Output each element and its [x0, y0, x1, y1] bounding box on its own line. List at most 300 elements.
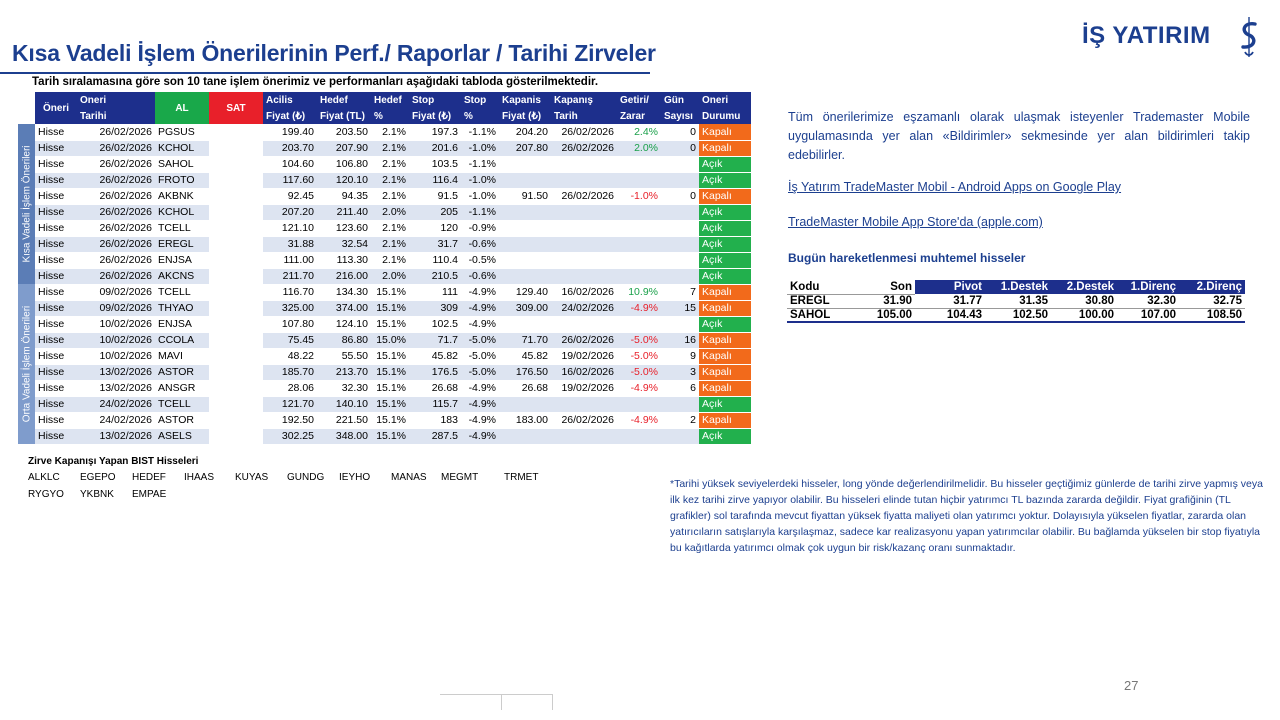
cell-target: 213.70 — [317, 364, 371, 380]
cell-target: 86.80 — [317, 332, 371, 348]
page-title: Kısa Vadeli İşlem Önerilerinin Perf./ Raporlar / Tarihi Zirveler — [12, 40, 656, 66]
cell-type: Hisse — [35, 124, 77, 140]
cell-stop-pct: -0.6% — [461, 268, 499, 284]
cell-al — [209, 188, 263, 204]
col-gun-bottom: Sayısı — [661, 108, 699, 124]
cell-date: 26/02/2026 — [77, 140, 155, 156]
cell-target: 207.90 — [317, 140, 371, 156]
cell-target-pct: 15.1% — [371, 428, 409, 444]
cell-days: 2 — [661, 412, 699, 428]
table-row — [35, 364, 751, 380]
cell-target-pct: 15.1% — [371, 364, 409, 380]
cell-target-pct: 15.1% — [371, 300, 409, 316]
col-oneri: Öneri — [35, 92, 77, 124]
cell-target-pct: 15.1% — [371, 284, 409, 300]
cell-open: 302.25 — [263, 428, 317, 444]
cell-ticker: ASTOR — [155, 412, 209, 428]
cell-close — [499, 204, 551, 220]
cell-open: 107.80 — [263, 316, 317, 332]
col-al: AL — [155, 92, 209, 124]
cell-status: Açık — [699, 236, 751, 252]
cell-close: 204.20 — [499, 124, 551, 140]
cell-ticker: THYAO — [155, 300, 209, 316]
table-subtitle: Tarih sıralamasına göre son 10 tane işlem önerimiz ve performanları aşağıdaki tabloda gösterilmektedir. — [32, 76, 599, 88]
col-hedef-pct-bottom: % — [371, 108, 409, 124]
cell-ticker: TCELL — [155, 220, 209, 236]
cell-close-date — [551, 428, 617, 444]
cell-stop: 111 — [409, 284, 461, 300]
cell-stop: 120 — [409, 220, 461, 236]
pivot-table — [787, 280, 1245, 323]
cell-type: Hisse — [35, 412, 77, 428]
pivot-col-direnc2: 2.Direnç — [1179, 280, 1245, 294]
cell-stop-pct: -4.9% — [461, 412, 499, 428]
cell-ticker: ASTOR — [155, 364, 209, 380]
col-acilis-bottom: Fiyat (₺) — [263, 108, 317, 124]
cell-open: 31.88 — [263, 236, 317, 252]
cell-target: 124.10 — [317, 316, 371, 332]
col-durum-bottom: Durumu — [699, 108, 751, 124]
performance-table — [35, 92, 751, 445]
cell-al — [209, 236, 263, 252]
cell-al — [209, 428, 263, 444]
cell-status: Kapalı — [699, 300, 751, 316]
cell-al — [209, 156, 263, 172]
cell-return — [617, 316, 661, 332]
cell-date: 26/02/2026 — [77, 188, 155, 204]
cell-close-date — [551, 172, 617, 188]
cell-open: 192.50 — [263, 412, 317, 428]
cell-open: 92.45 — [263, 188, 317, 204]
cell-stop: 183 — [409, 412, 461, 428]
cell-open: 211.70 — [263, 268, 317, 284]
cell-status: Açık — [699, 428, 751, 444]
table-row — [35, 188, 751, 204]
cell-close-date — [551, 268, 617, 284]
record-highs-title: Zirve Kapanışı Yapan BIST Hisseleri — [28, 456, 199, 467]
table-header-row-top — [35, 92, 751, 108]
cell-close-date: 16/02/2026 — [551, 364, 617, 380]
cell-al — [209, 332, 263, 348]
pivot-cell: 32.75 — [1179, 294, 1245, 308]
col-kapanis-tarih-top: Kapanış — [551, 92, 617, 108]
record-high-ticker: YKBNK — [80, 489, 114, 500]
cell-return: -5.0% — [617, 348, 661, 364]
cell-ticker: EREGL — [155, 236, 209, 252]
pivot-row — [787, 308, 1245, 322]
cell-close: 71.70 — [499, 332, 551, 348]
cell-target: 348.00 — [317, 428, 371, 444]
cell-type: Hisse — [35, 220, 77, 236]
cell-target-pct: 2.1% — [371, 124, 409, 140]
cell-open: 325.00 — [263, 300, 317, 316]
page-number: 27 — [1124, 678, 1139, 693]
cell-stop: 103.5 — [409, 156, 461, 172]
android-app-link[interactable]: İş Yatırım TradeMaster Mobil - Android Apps on Google Play — [788, 180, 1122, 194]
ios-app-link[interactable]: TradeMaster Mobile App Store'da (apple.com) — [788, 215, 1043, 229]
cell-type: Hisse — [35, 300, 77, 316]
cell-ticker: CCOLA — [155, 332, 209, 348]
cell-days — [661, 220, 699, 236]
cell-stop-pct: -5.0% — [461, 364, 499, 380]
cell-al — [209, 172, 263, 188]
cell-open: 207.20 — [263, 204, 317, 220]
cell-date: 26/02/2026 — [77, 220, 155, 236]
pivot-cell: EREGL — [787, 294, 857, 308]
cell-type: Hisse — [35, 316, 77, 332]
cell-close-date: 26/02/2026 — [551, 188, 617, 204]
cell-days: 0 — [661, 124, 699, 140]
cell-target-pct: 2.1% — [371, 220, 409, 236]
is-logo-icon — [1234, 14, 1264, 60]
cell-date: 09/02/2026 — [77, 284, 155, 300]
cell-type: Hisse — [35, 204, 77, 220]
cell-close-date: 16/02/2026 — [551, 284, 617, 300]
cell-close-date — [551, 236, 617, 252]
table-row — [35, 332, 751, 348]
cell-status: Açık — [699, 268, 751, 284]
cell-stop: 91.5 — [409, 188, 461, 204]
pivot-cell: 32.30 — [1117, 294, 1179, 308]
cell-stop: 309 — [409, 300, 461, 316]
table-row — [35, 396, 751, 412]
record-high-ticker: MEGMT — [441, 472, 479, 483]
cell-type: Hisse — [35, 348, 77, 364]
cell-date: 26/02/2026 — [77, 156, 155, 172]
cell-type: Hisse — [35, 428, 77, 444]
table-row — [35, 300, 751, 316]
cell-status: Kapalı — [699, 124, 751, 140]
cell-close — [499, 156, 551, 172]
cell-stop-pct: -4.9% — [461, 380, 499, 396]
cell-stop-pct: -1.1% — [461, 204, 499, 220]
cell-days: 0 — [661, 188, 699, 204]
cell-close-date — [551, 156, 617, 172]
cell-open: 104.60 — [263, 156, 317, 172]
cell-ticker: AKBNK — [155, 188, 209, 204]
cell-close-date: 26/02/2026 — [551, 332, 617, 348]
col-sat: SAT — [209, 92, 263, 124]
col-acilis-top: Acilis — [263, 92, 317, 108]
pivot-cell: 30.80 — [1051, 294, 1117, 308]
cell-type: Hisse — [35, 188, 77, 204]
cell-stop-pct: -1.0% — [461, 188, 499, 204]
cell-return — [617, 252, 661, 268]
cell-date: 24/02/2026 — [77, 412, 155, 428]
cell-ticker: PGSUS — [155, 124, 209, 140]
cell-close-date: 26/02/2026 — [551, 124, 617, 140]
cell-open: 117.60 — [263, 172, 317, 188]
cell-target-pct: 15.1% — [371, 412, 409, 428]
cell-status: Açık — [699, 204, 751, 220]
cell-target-pct: 2.1% — [371, 236, 409, 252]
table-row — [35, 140, 751, 156]
cell-open: 185.70 — [263, 364, 317, 380]
table-fragment-divider — [501, 694, 502, 710]
cell-al — [209, 124, 263, 140]
record-high-ticker: IEYHO — [339, 472, 371, 483]
pivot-cell: 107.00 — [1117, 308, 1179, 322]
cell-type: Hisse — [35, 268, 77, 284]
cell-target: 94.35 — [317, 188, 371, 204]
cell-return: -4.9% — [617, 412, 661, 428]
cell-target-pct: 15.1% — [371, 380, 409, 396]
pivot-cell: 104.43 — [915, 308, 985, 322]
record-high-ticker: RYGYO — [28, 489, 64, 500]
cell-stop: 45.82 — [409, 348, 461, 364]
pivot-col-kodu: Kodu — [787, 280, 857, 294]
cell-target-pct: 15.1% — [371, 396, 409, 412]
logo-text: İŞ YATIRIM — [1082, 22, 1211, 49]
cell-status: Kapalı — [699, 348, 751, 364]
cell-al — [209, 412, 263, 428]
cell-status: Kapalı — [699, 332, 751, 348]
col-getiri-bottom: Zarar — [617, 108, 661, 124]
cell-days — [661, 268, 699, 284]
cell-open: 203.70 — [263, 140, 317, 156]
cell-close — [499, 236, 551, 252]
cell-type: Hisse — [35, 252, 77, 268]
cell-days: 16 — [661, 332, 699, 348]
cell-al — [209, 396, 263, 412]
table-row — [35, 268, 751, 284]
cell-return: -1.0% — [617, 188, 661, 204]
cell-stop: 176.5 — [409, 364, 461, 380]
cell-stop-pct: -0.9% — [461, 220, 499, 236]
cell-type: Hisse — [35, 396, 77, 412]
record-high-ticker: MANAS — [391, 472, 427, 483]
cell-open: 48.22 — [263, 348, 317, 364]
cell-return: -4.9% — [617, 380, 661, 396]
cell-date: 26/02/2026 — [77, 124, 155, 140]
cell-target: 203.50 — [317, 124, 371, 140]
pivot-cell: 31.77 — [915, 294, 985, 308]
table-row — [35, 380, 751, 396]
cell-close-date — [551, 220, 617, 236]
cell-days: 15 — [661, 300, 699, 316]
record-high-ticker: HEDEF — [132, 472, 166, 483]
pivot-cell: 100.00 — [1051, 308, 1117, 322]
cell-stop-pct: -4.9% — [461, 284, 499, 300]
cell-days: 0 — [661, 140, 699, 156]
cell-target: 106.80 — [317, 156, 371, 172]
col-stop-pct-top: Stop — [461, 92, 499, 108]
cell-close: 26.68 — [499, 380, 551, 396]
todays-stocks-title: Bugün hareketlenmesi muhtemel hisseler — [788, 251, 1026, 265]
cell-return: 2.0% — [617, 140, 661, 156]
cell-close — [499, 316, 551, 332]
cell-stop-pct: -4.9% — [461, 300, 499, 316]
cell-ticker: KCHOL — [155, 140, 209, 156]
pivot-cell: 102.50 — [985, 308, 1051, 322]
cell-target: 374.00 — [317, 300, 371, 316]
cell-days — [661, 396, 699, 412]
cell-stop-pct: -4.9% — [461, 428, 499, 444]
col-gun-top: Gün — [661, 92, 699, 108]
cell-days — [661, 316, 699, 332]
mid-term-sidebar-label: Orta Vadeli İşlem Önerileri — [18, 284, 35, 444]
cell-return: 10.9% — [617, 284, 661, 300]
cell-status: Kapalı — [699, 188, 751, 204]
record-high-ticker: IHAAS — [184, 472, 215, 483]
cell-close: 183.00 — [499, 412, 551, 428]
cell-days: 9 — [661, 348, 699, 364]
cell-al — [209, 316, 263, 332]
col-kapanis-tarih-bottom: Tarih — [551, 108, 617, 124]
cell-return — [617, 428, 661, 444]
cell-return: -5.0% — [617, 364, 661, 380]
cell-stop: 210.5 — [409, 268, 461, 284]
cell-open: 111.00 — [263, 252, 317, 268]
short-term-sidebar-label: Kısa Vadeli İşlem Önerileri — [18, 124, 35, 284]
cell-close-date — [551, 316, 617, 332]
cell-close: 176.50 — [499, 364, 551, 380]
cell-open: 121.70 — [263, 396, 317, 412]
col-hedef-bottom: Fiyat (TL) — [317, 108, 371, 124]
cell-type: Hisse — [35, 332, 77, 348]
cell-ticker: SAHOL — [155, 156, 209, 172]
record-high-ticker: KUYAS — [235, 472, 269, 483]
cell-stop-pct: -5.0% — [461, 348, 499, 364]
cell-status: Açık — [699, 220, 751, 236]
record-high-ticker: TRMET — [504, 472, 539, 483]
cell-type: Hisse — [35, 380, 77, 396]
cell-date: 10/02/2026 — [77, 348, 155, 364]
cell-return — [617, 396, 661, 412]
cell-close: 91.50 — [499, 188, 551, 204]
cell-close — [499, 428, 551, 444]
cell-ticker: ENJSA — [155, 252, 209, 268]
cell-ticker: MAVI — [155, 348, 209, 364]
cell-days — [661, 252, 699, 268]
cell-stop: 26.68 — [409, 380, 461, 396]
pivot-cell: 108.50 — [1179, 308, 1245, 322]
cell-ticker: TCELL — [155, 284, 209, 300]
cell-date: 13/02/2026 — [77, 380, 155, 396]
cell-al — [209, 284, 263, 300]
cell-status: Açık — [699, 172, 751, 188]
cell-stop-pct: -1.1% — [461, 156, 499, 172]
cell-al — [209, 268, 263, 284]
cell-type: Hisse — [35, 236, 77, 252]
cell-stop: 115.7 — [409, 396, 461, 412]
cell-target: 221.50 — [317, 412, 371, 428]
cell-status: Açık — [699, 316, 751, 332]
cell-stop: 205 — [409, 204, 461, 220]
table-row — [35, 204, 751, 220]
pivot-col-direnc1: 1.Direnç — [1117, 280, 1179, 294]
cell-date: 09/02/2026 — [77, 300, 155, 316]
cell-ticker: ENJSA — [155, 316, 209, 332]
cell-status: Kapalı — [699, 380, 751, 396]
cell-target-pct: 2.1% — [371, 172, 409, 188]
table-row — [35, 124, 751, 140]
cell-ticker: AKCNS — [155, 268, 209, 284]
record-high-ticker: ALKLC — [28, 472, 60, 483]
cell-target-pct: 2.1% — [371, 252, 409, 268]
cell-days — [661, 172, 699, 188]
cell-al — [209, 220, 263, 236]
pivot-cell: SAHOL — [787, 308, 857, 322]
cell-status: Açık — [699, 252, 751, 268]
cell-return — [617, 156, 661, 172]
cell-open: 28.06 — [263, 380, 317, 396]
cell-days — [661, 428, 699, 444]
cell-close-date: 24/02/2026 — [551, 300, 617, 316]
cell-date: 10/02/2026 — [77, 316, 155, 332]
cell-target-pct: 2.1% — [371, 156, 409, 172]
cell-al — [209, 348, 263, 364]
cell-stop-pct: -4.9% — [461, 316, 499, 332]
cell-close-date — [551, 204, 617, 220]
cell-close-date: 19/02/2026 — [551, 348, 617, 364]
cell-date: 13/02/2026 — [77, 364, 155, 380]
table-row — [35, 316, 751, 332]
cell-ticker: TCELL — [155, 396, 209, 412]
cell-target-pct: 2.1% — [371, 188, 409, 204]
cell-target-pct: 2.0% — [371, 204, 409, 220]
cell-ticker: ANSGR — [155, 380, 209, 396]
cell-close — [499, 396, 551, 412]
col-hedef-pct-top: Hedef — [371, 92, 409, 108]
cell-return — [617, 236, 661, 252]
pivot-col-destek2: 2.Destek — [1051, 280, 1117, 294]
cell-return: 2.4% — [617, 124, 661, 140]
col-getiri-top: Getiri/ — [617, 92, 661, 108]
cell-date: 24/02/2026 — [77, 396, 155, 412]
cell-close-date: 19/02/2026 — [551, 380, 617, 396]
cell-target-pct: 2.1% — [371, 140, 409, 156]
cell-target: 120.10 — [317, 172, 371, 188]
table-row — [35, 220, 751, 236]
cell-status: Kapalı — [699, 364, 751, 380]
cell-close — [499, 252, 551, 268]
cell-stop-pct: -0.5% — [461, 252, 499, 268]
cell-close: 45.82 — [499, 348, 551, 364]
record-high-ticker: EMPAE — [132, 489, 167, 500]
cell-date: 13/02/2026 — [77, 428, 155, 444]
cell-type: Hisse — [35, 172, 77, 188]
cell-status: Açık — [699, 396, 751, 412]
cell-close-date: 26/02/2026 — [551, 140, 617, 156]
cell-return — [617, 268, 661, 284]
cell-stop-pct: -1.0% — [461, 172, 499, 188]
cell-days: 7 — [661, 284, 699, 300]
pivot-header-row — [787, 280, 1245, 294]
cell-type: Hisse — [35, 156, 77, 172]
cell-open: 199.40 — [263, 124, 317, 140]
col-oneri-tarihi-top: Oneri — [77, 92, 155, 108]
pivot-col-pivot: Pivot — [915, 280, 985, 294]
pivot-cell: 105.00 — [857, 308, 915, 322]
table-header-row-bottom — [35, 108, 751, 124]
pivot-row — [787, 294, 1245, 308]
cell-close-date — [551, 396, 617, 412]
cell-al — [209, 140, 263, 156]
cell-return — [617, 220, 661, 236]
table-fragment — [440, 694, 553, 710]
cell-close — [499, 172, 551, 188]
cell-open: 121.10 — [263, 220, 317, 236]
col-durum-top: Oneri — [699, 92, 751, 108]
pivot-cell: 31.90 — [857, 294, 915, 308]
cell-date: 26/02/2026 — [77, 236, 155, 252]
table-row — [35, 348, 751, 364]
cell-date: 26/02/2026 — [77, 252, 155, 268]
title-underline — [0, 72, 650, 74]
cell-close — [499, 268, 551, 284]
cell-stop: 287.5 — [409, 428, 461, 444]
